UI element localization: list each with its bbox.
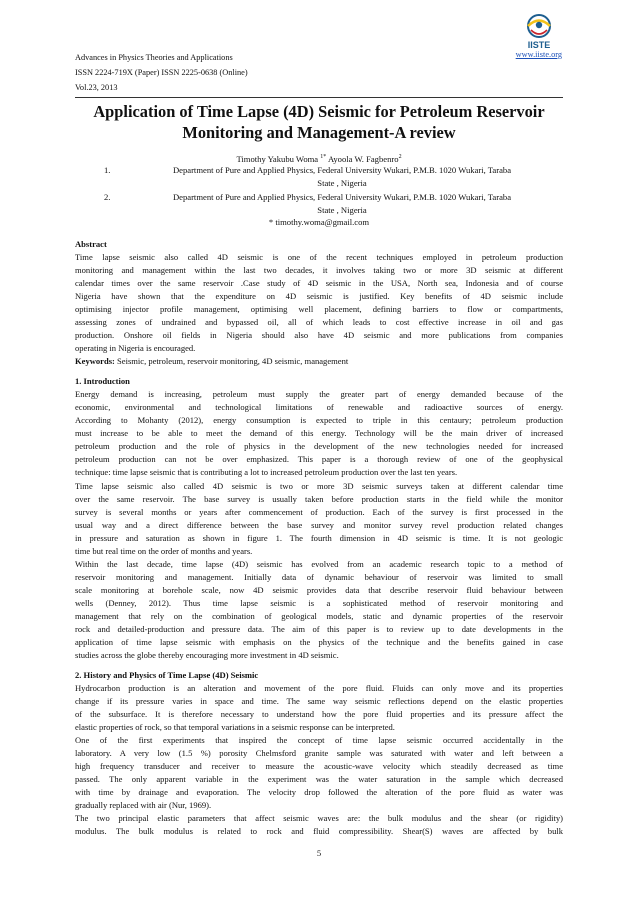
journal-issn: ISSN 2224-719X (Paper) ISSN 2225-0638 (Online) <box>75 68 248 77</box>
text-line: monitoring and management within the last two decades, it involves taking two or more 3D seismic at different <box>75 265 563 276</box>
text-line: gradually replaced with air (Nur, 1969). <box>75 800 212 811</box>
keywords-text: Seismic, petroleum, reservoir monitoring, 4D seismic, management <box>117 356 349 367</box>
text-line: studies across the globe thereby encouraging more investment in 4D seismic. <box>75 650 339 661</box>
affiliation-number: 2. <box>104 192 111 202</box>
text-line: usual way and a direct difference between the base survey and monitor survey revel production related changes <box>75 519 563 530</box>
section-1-heading: 1. Introduction <box>75 376 130 387</box>
text-line: The two principal elastic parameters that affect seismic waves are: the bulk modulus and the shear (or rigidity) <box>75 813 563 824</box>
affiliation-line: Department of Pure and Applied Physics, Federal University Wukari, P.M.B. 1020 Wukari, Taraba <box>172 192 512 202</box>
section-2-heading: 2. History and Physics of Time Lapse (4D) Seismic <box>75 669 259 680</box>
text-line: management that rely on the combination of geological models, static and dynamic properties of the reservoir <box>75 611 563 621</box>
text-line: high frequency transducer and receiver to measure the acoustic-wave velocity which steadily decreased as time <box>75 761 563 772</box>
svg-text:IISTE: IISTE <box>527 40 551 50</box>
author-2: Ayoola W. Fagbenro <box>327 153 399 164</box>
text-line: laboratory. A very low (1.5 %) porosity Chelmsford granite sample was saturated with water and left between a <box>75 748 563 759</box>
text-line: optimising injector profile management, optimising well placement, defining barriers to flow or compartments, <box>75 304 563 315</box>
text-line: petroleum production can not be over emphasized. This paper is a thorough review of one of the geophysical <box>75 454 563 465</box>
affiliation-line: Department of Pure and Applied Physics, Federal University Wukari, P.M.B. 1020 Wukari, Taraba <box>172 165 512 175</box>
title-line: Monitoring and Management-A review <box>182 123 456 142</box>
text-line: operating in Nigeria is encouraged. <box>75 343 196 354</box>
text-line: modulus. The bulk modulus is related to rock and fluid compressibility. Shear(S) waves are affected by bulk <box>75 826 563 837</box>
text-line: elastic properties of rock, so that temporal variations in a seismic response can be interpreted. <box>75 722 395 733</box>
text-line: rock and detailed-production and pressure data. The aim of this paper is to review up to date developments in the <box>75 624 563 635</box>
author-1-marker: 1* <box>320 154 327 160</box>
text-line: in pressure and saturation as shown in figure 1. The fourth dimension in 4D seismic is time. It is not geologic <box>75 532 563 543</box>
keywords-label: Keywords: <box>75 356 115 367</box>
text-line: with time by drainage and evaporation. The velocity drop followed the alteration of the pore fluid as water was <box>75 787 563 798</box>
text-line: Energy demand is increasing, petroleum must supply the greater part of energy demanded because of the <box>75 389 563 400</box>
section-1-para-3 <box>75 558 563 662</box>
text-line: assessing zones of undrained and bypassed oil, all of which leads to cost effective increase in oil and gas <box>75 317 563 328</box>
text-line: petroleum production and the role of physics in the development of the new technologies needed for increased <box>75 441 563 452</box>
text-line: technique: time lapse seismic that is contributing a lot to increased petroleum production over the last ten years. <box>75 467 458 478</box>
paper-body <box>75 238 563 838</box>
text-line: economic, environmental and technological limitations of renewable and radioactive sources of energy. <box>75 402 563 413</box>
section-1-para-2 <box>75 480 563 558</box>
affiliation-line: State , Nigeria <box>317 205 367 215</box>
abstract-text <box>75 251 563 355</box>
page-number: 5 <box>316 848 322 858</box>
affiliation-1 <box>75 164 563 190</box>
journal-url-link[interactable]: www.iiste.org <box>515 50 562 59</box>
text-line: change if its pressure varies in space and time. The same way seismic reflections depend on the elastic properties <box>75 695 563 706</box>
keywords-line <box>75 355 563 368</box>
text-line: One of the first experiments that inspired the concept of time lapse seismic occurred accidentally in the <box>75 735 563 746</box>
affiliation-2 <box>75 191 563 217</box>
section-2-para-1 <box>75 682 563 734</box>
affiliation-number: 1. <box>104 165 111 175</box>
text-line: must increase to be able to meet the demand of this energy. Technology will be the main driver of increased <box>75 428 563 439</box>
journal-header <box>75 50 248 95</box>
text-line: passed. The only apparent variable in the experiment was the water saturation in the sample which decreased <box>75 774 563 785</box>
text-line: production. Onshore oil fields in Nigeria should also have 4D seismic and more publications from companies <box>75 330 563 341</box>
text-line: Time lapse seismic also called 4D seismic is one of the recent techniques employed in petroleum production <box>75 252 563 263</box>
affiliation-line: State , Nigeria <box>317 178 367 188</box>
abstract-heading: Abstract <box>75 239 107 249</box>
journal-name: Advances in Physics Theories and Applications <box>75 53 233 62</box>
text-line: scale monitoring at borehole scale, now 4D seismic provides data that describe reservoir fluid behaviour between <box>75 584 563 595</box>
paper-title <box>75 101 563 143</box>
journal-volume: Vol.23, 2013 <box>75 83 118 92</box>
text-line: Hydrocarbon production is an alteration and movement of the pore fluid. Fluids can only move and its properties <box>75 682 563 693</box>
section-1-para-1 <box>75 388 563 479</box>
text-line: of the subsurface. It is therefore necessary to understand how the pore fluid properties and its pressure affect the <box>75 709 563 720</box>
text-line: survey is several months or years after commencement of production. Each of the survey is first processed in the <box>75 506 563 517</box>
section-2-para-3 <box>75 812 563 838</box>
text-line: According to Mohanty (2012), energy consumption is expected to triple in this centaury; petroleum production <box>75 415 563 426</box>
corresponding-email: * timothy.woma@gmail.com <box>268 217 370 227</box>
author-1: Timothy Yakubu Woma <box>236 153 319 164</box>
title-line: Application of Time Lapse (4D) Seismic for Petroleum Reservoir <box>93 102 545 121</box>
section-2-para-2 <box>75 734 563 812</box>
text-line: over the same reservoir. The base survey is usually taken before production starts in the field while the monitor <box>75 493 563 504</box>
text-line: Time lapse seismic also called 4D seismic is two or more 3D seismic surveys taken at different calendar time <box>75 480 563 491</box>
text-line: wells (Denney, 2012). Thus time lapse seismic is a sophisticated method of reservoir monitoring and <box>75 597 563 608</box>
text-line: Nigeria have shown that the expenditure on 4D seismic is justified. Key benefits of 4D seismic include <box>75 291 563 302</box>
header-divider <box>75 97 563 98</box>
text-line: time but real time on the order of months and years. <box>75 545 253 556</box>
text-line: calendar times over the same reservoir .Case study of 4D seismic in the USA, North sea, Indonesia and of course <box>75 278 563 289</box>
text-line: application of time lapse seismic with emphasis on the physics of the technique and the benefits gained in case <box>75 637 563 648</box>
text-line: Within the last decade, time lapse (4D) seismic has evolved from an academic research topic to a method of <box>75 558 563 569</box>
text-line: reservoir monitoring and management. Initially data of dynamic behaviour of reservoir was limited to small <box>75 571 563 582</box>
author-2-marker: 2 <box>398 154 402 160</box>
